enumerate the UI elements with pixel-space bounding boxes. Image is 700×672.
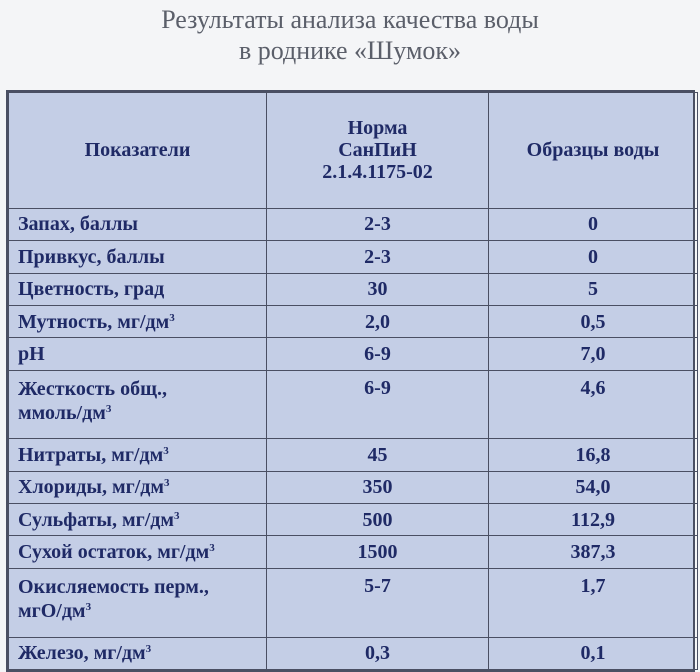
title-line-1: Результаты анализа качества воды bbox=[161, 5, 539, 34]
row-norm: 30 bbox=[267, 273, 489, 305]
table-header-row bbox=[9, 93, 698, 209]
unit-superscript: 3 bbox=[169, 311, 175, 324]
row-name-text: Цветность, град bbox=[18, 278, 165, 301]
row-sample: 112,9 bbox=[489, 504, 698, 536]
row-name-text: Запах, баллы bbox=[18, 213, 139, 236]
row-norm: 6-9 bbox=[267, 338, 489, 370]
row-name-text: Сухой остаток, мг/дм bbox=[18, 541, 210, 564]
row-sample: 54,0 bbox=[489, 471, 698, 503]
unit-superscript: 3 bbox=[85, 600, 92, 613]
row-name bbox=[9, 637, 267, 669]
table-row bbox=[9, 338, 698, 370]
row-name-text: Железо, мг/дм bbox=[18, 642, 146, 665]
row-name-line-2 bbox=[18, 599, 260, 623]
unit-superscript: 3 bbox=[105, 402, 112, 415]
header-norm-line-1: Норма bbox=[347, 117, 408, 140]
row-norm: 1500 bbox=[267, 536, 489, 568]
row-name bbox=[9, 370, 267, 439]
row-norm: 2-3 bbox=[267, 208, 489, 240]
row-norm: 0,3 bbox=[267, 637, 489, 669]
row-norm: 2-3 bbox=[267, 241, 489, 273]
row-sample: 0 bbox=[489, 208, 698, 240]
header-indicators: Показатели bbox=[9, 93, 267, 209]
row-norm: 500 bbox=[267, 504, 489, 536]
unit-superscript: 3 bbox=[209, 542, 215, 555]
row-sample: 387,3 bbox=[489, 536, 698, 568]
row-norm: 5-7 bbox=[267, 568, 489, 637]
row-name bbox=[9, 273, 267, 305]
row-name bbox=[9, 338, 267, 370]
row-name bbox=[9, 568, 267, 637]
table-row bbox=[9, 273, 698, 305]
title-line-2: в роднике «Шумок» bbox=[238, 36, 462, 65]
row-name bbox=[9, 305, 267, 337]
table-row bbox=[9, 439, 698, 471]
row-name-line-2-text: ммоль/дм bbox=[18, 401, 106, 424]
row-norm: 6-9 bbox=[267, 370, 489, 439]
water-quality-table bbox=[6, 90, 695, 672]
row-name-text: Привкус, баллы bbox=[18, 245, 165, 268]
unit-superscript: 3 bbox=[163, 445, 169, 458]
table-row bbox=[9, 637, 698, 669]
row-norm: 350 bbox=[267, 471, 489, 503]
row-sample: 5 bbox=[489, 273, 698, 305]
row-name bbox=[9, 471, 267, 503]
row-name-line-2 bbox=[18, 401, 260, 425]
row-name-text: Нитраты, мг/дм bbox=[18, 444, 164, 467]
header-norm bbox=[267, 93, 489, 209]
unit-superscript: 3 bbox=[164, 477, 170, 490]
unit-superscript: 3 bbox=[174, 509, 180, 522]
row-name bbox=[9, 241, 267, 273]
header-norm-line-3: 2.1.4.1175-02 bbox=[322, 161, 433, 184]
row-name-line-1: Жесткость общ., bbox=[18, 377, 168, 400]
header-samples: Образцы воды bbox=[489, 93, 698, 209]
row-name-text: pH bbox=[18, 342, 45, 365]
row-name bbox=[9, 536, 267, 568]
row-name bbox=[9, 504, 267, 536]
table-row bbox=[9, 305, 698, 337]
table-row bbox=[9, 241, 698, 273]
row-sample: 1,7 bbox=[489, 568, 698, 637]
unit-superscript: 3 bbox=[145, 643, 152, 656]
row-sample: 16,8 bbox=[489, 439, 698, 471]
row-name bbox=[9, 439, 267, 471]
row-name-line-1: Окисляемость перм., bbox=[18, 575, 209, 598]
row-name-line-2-text: мгО/дм bbox=[18, 599, 86, 622]
row-sample: 4,6 bbox=[489, 370, 698, 439]
table-row bbox=[9, 370, 698, 439]
header-norm-line-2: СанПиН bbox=[338, 139, 417, 162]
row-sample: 0,1 bbox=[489, 637, 698, 669]
row-sample: 0,5 bbox=[489, 305, 698, 337]
table-row bbox=[9, 504, 698, 536]
table-row bbox=[9, 471, 698, 503]
row-name-text: Хлориды, мг/дм bbox=[18, 476, 165, 499]
row-name-text: Сульфаты, мг/дм bbox=[18, 508, 175, 531]
table-row bbox=[9, 208, 698, 240]
row-sample: 0 bbox=[489, 241, 698, 273]
row-norm: 2,0 bbox=[267, 305, 489, 337]
row-norm: 45 bbox=[267, 439, 489, 471]
table-row bbox=[9, 536, 698, 568]
page-title bbox=[0, 4, 700, 66]
row-sample: 7,0 bbox=[489, 338, 698, 370]
table-row bbox=[9, 568, 698, 637]
row-name bbox=[9, 208, 267, 240]
row-name-text: Мутность, мг/дм bbox=[18, 310, 170, 333]
